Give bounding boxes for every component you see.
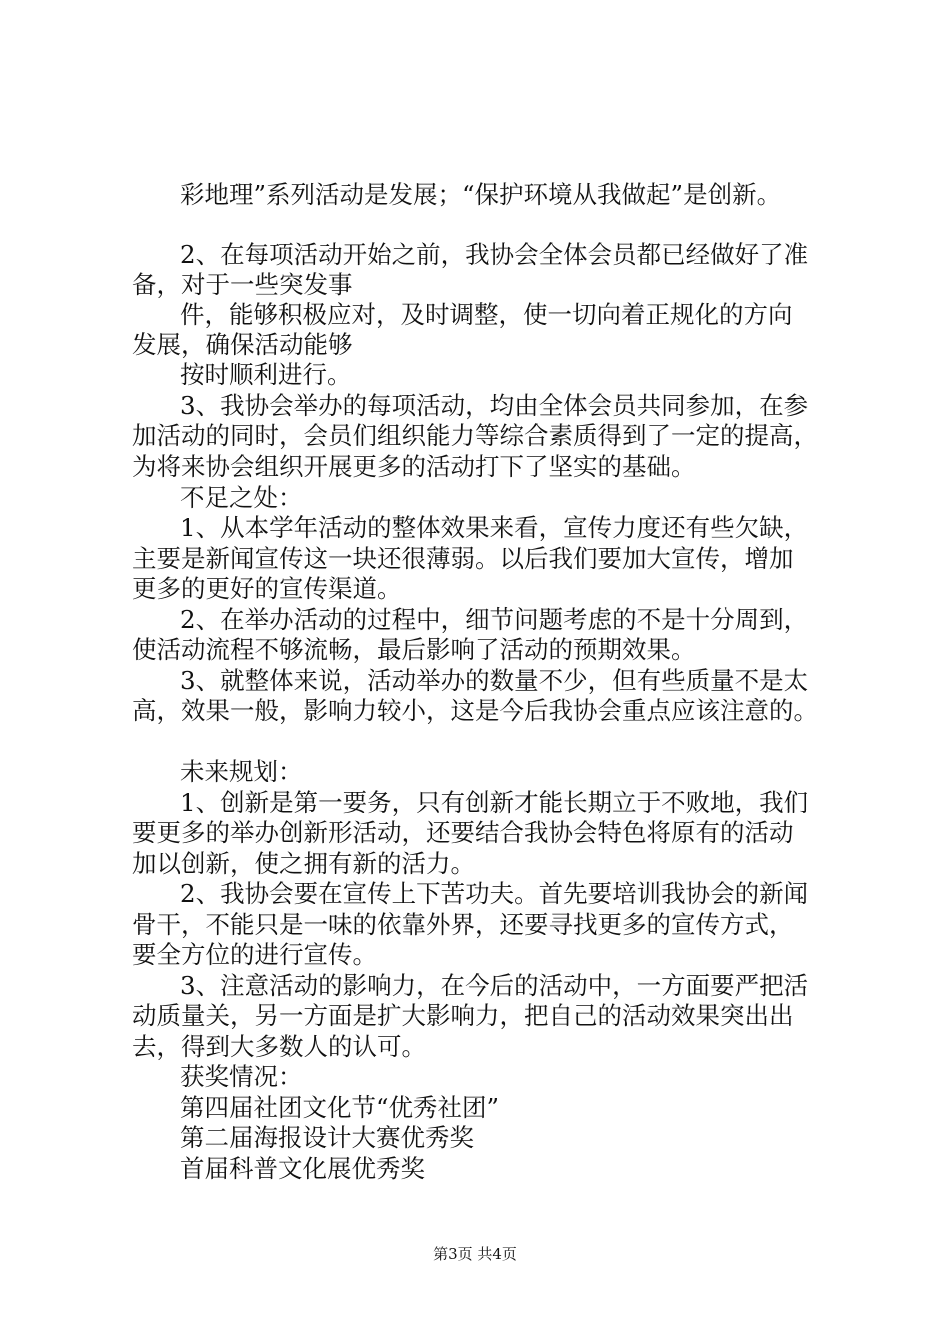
page-number-footer: 第3页 共4页 bbox=[433, 1245, 517, 1263]
text-line: 要更多的举办创新形活动，还要结合我协会特色将原有的活动 bbox=[132, 818, 794, 847]
award-item: 首届科普文化展优秀奖 bbox=[180, 1154, 425, 1183]
text-line: 高，效果一般，影响力较小，这是今后我协会重点应该注意的。 bbox=[132, 696, 818, 725]
text-line: 发展，确保活动能够 bbox=[132, 330, 353, 359]
text-line: 动质量关，另一方面是扩大影响力，把自己的活动效果突出出 bbox=[132, 1001, 794, 1030]
text-line: 2、我协会要在宣传上下苦功夫。首先要培训我协会的新闻 bbox=[180, 879, 809, 908]
text-line: 3、我协会举办的每项活动，均由全体会员共同参加，在参 bbox=[180, 391, 809, 420]
section-heading: 不足之处： bbox=[180, 483, 303, 512]
text-line: 3、就整体来说，活动举办的数量不少，但有些质量不是太 bbox=[180, 666, 809, 695]
section-heading: 未来规划： bbox=[180, 757, 303, 786]
text-line: 备，对于一些突发事 bbox=[132, 270, 353, 299]
text-line: 主要是新闻宣传这一块还很薄弱。以后我们要加大宣传，增加 bbox=[132, 544, 794, 573]
text-line: 使活动流程不够流畅，最后影响了活动的预期效果。 bbox=[132, 635, 696, 664]
text-line: 1、创新是第一要务，只有创新才能长期立于不败地，我们 bbox=[180, 788, 809, 817]
award-item: 第四届社团文化节“优秀社团” bbox=[180, 1093, 500, 1122]
section-heading: 获奖情况： bbox=[180, 1062, 303, 1091]
text-line: 2、在举办活动的过程中，细节问题考虑的不是十分周到， bbox=[180, 605, 809, 634]
text-line: 1、从本学年活动的整体效果来看，宣传力度还有些欠缺， bbox=[180, 513, 809, 542]
award-item: 第二届海报设计大赛优秀奖 bbox=[180, 1123, 474, 1152]
text-line: 2、在每项活动开始之前，我协会全体会员都已经做好了准 bbox=[180, 240, 809, 269]
text-line: 要全方位的进行宣传。 bbox=[132, 940, 377, 969]
text-line: 加以创新，使之拥有新的活力。 bbox=[132, 849, 475, 878]
text-line: 加活动的同时，会员们组织能力等综合素质得到了一定的提高， bbox=[132, 421, 818, 450]
text-line: 为将来协会组织开展更多的活动打下了坚实的基础。 bbox=[132, 452, 696, 481]
text-line: 件，能够积极应对，及时调整，使一切向着正规化的方向 bbox=[180, 300, 793, 329]
text-line: 骨干，不能只是一味的依靠外界，还要寻找更多的宣传方式， bbox=[132, 910, 794, 939]
text-line: 按时顺利进行。 bbox=[180, 360, 352, 389]
text-line: 去，得到大多数人的认可。 bbox=[132, 1032, 426, 1061]
text-line: 彩地理”系列活动是发展；“保护环境从我做起”是创新。 bbox=[180, 180, 782, 209]
text-line: 更多的更好的宣传渠道。 bbox=[132, 574, 402, 603]
text-line: 3、注意活动的影响力，在今后的活动中，一方面要严把活 bbox=[180, 971, 809, 1000]
